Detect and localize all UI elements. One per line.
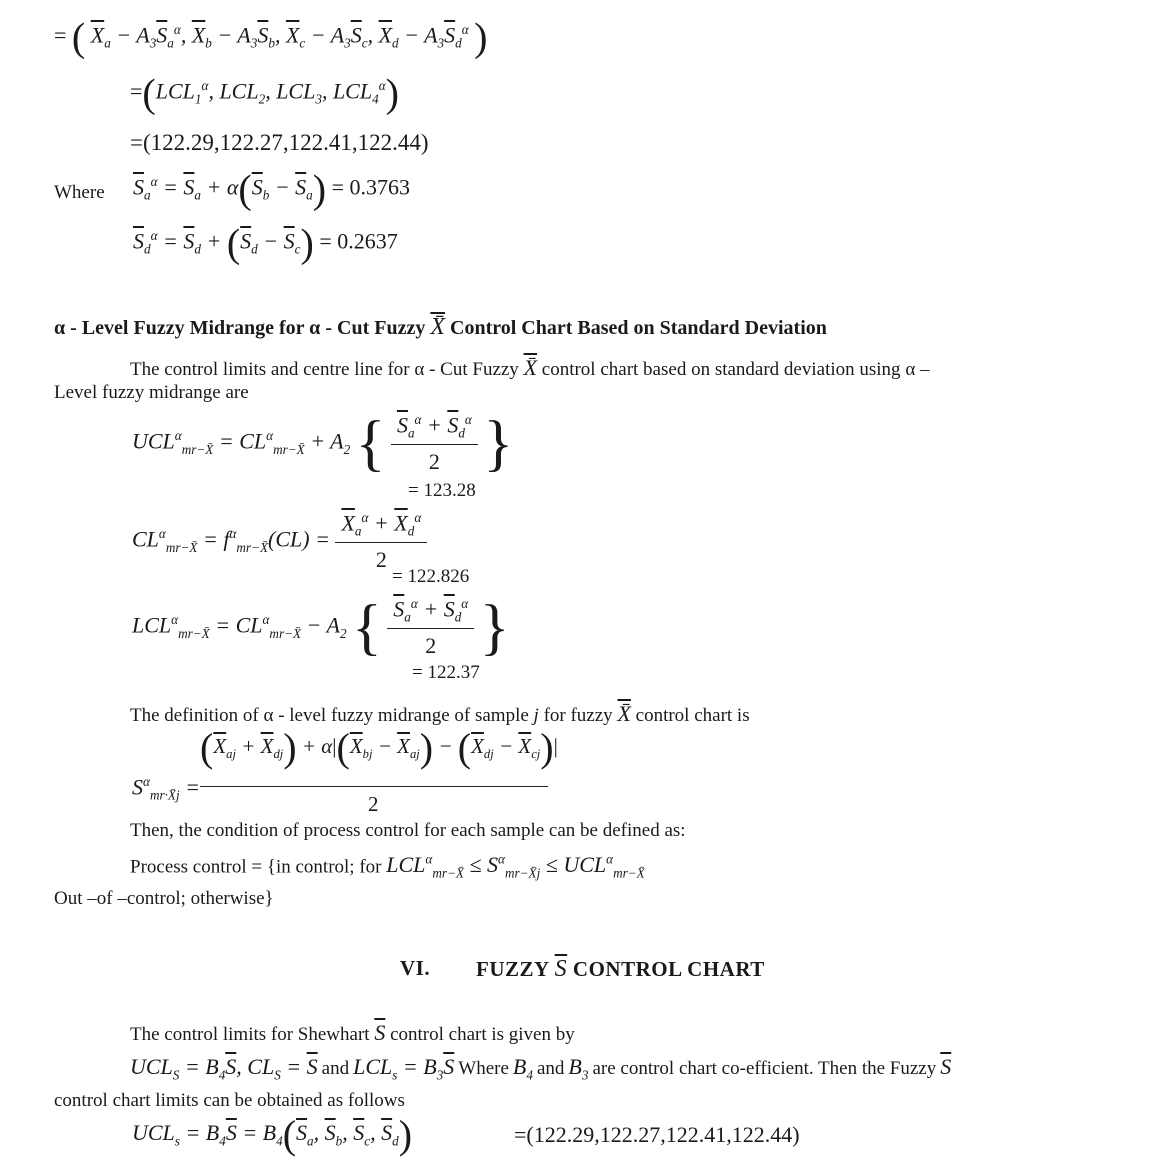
fraction-bar [200,786,548,787]
section-heading-alpha-level: α - Level Fuzzy Midrange for α - Cut Fuzzy X̄ Control Chart Based on Standard Deviation [54,314,827,340]
out-of-control-line: Out –of –control; otherwise} [54,888,274,909]
definition-sentence: The definition of α - level fuzzy midrange of sample j for fuzzy X̄ control chart is [130,701,750,726]
lcl-midrange-equation: $LCL^\alpha_{mr-X̄} = CL^\alpha_{mr-X̄} - A_2$ { $\frac{\overline{S}_a^\alpha + \overline{S}_d^\alpha}{2}$ } [132,593,510,662]
equation-line-3: =(122.29,122.27,122.41,122.44) [130,130,429,155]
ucl-s-values: =(122.29,122.27,122.41,122.44) [514,1122,800,1147]
lcl-value: = 122.37 [412,662,480,683]
condition-text: Then, the condition of process control for each sample can be defined as: [130,820,686,841]
ucl-midrange-equation: $UCL^\alpha_{mr-X̄} = CL^\alpha_{mr-X̄} + A_2$ { $\frac{\overline{S}_a^\alpha + \overline{S}_d^\alpha}{2}$ } [132,409,514,478]
fuzzy-limits-paragraph: control chart limits can be obtained as follows [54,1090,405,1111]
process-control-line: Process control = {in control; for $LCL^\alpha_{mr-X̄} \le S^\alpha_{mr-X̄j} \le UCL^\alpha_{mr-X̄}$ [130,852,645,881]
where-label: Where [54,182,105,203]
equals-sign: = [54,22,67,48]
equation-line-1: = ( $\overline{X}_a - A_3\overline{S}_a^\alpha$, $\overline{X}_b - A_3\overline{S}_b$, $\overline{X}_c - A_3\overline{S}_c$, $\overline{X}_d - A_3\overline{S}_d^\alpha$ ) [54,14,488,60]
ucl-s-equation: $UCL_s = B_4\overline{S} = B_4(\overline{S}_a$, $\overline{S}_b$, $\overline{S}_c$, $\overline{S}_d$) [132,1111,413,1157]
shewhart-paragraph: The control limits for Shewhart $\overline{S}$ control chart is given by [130,1020,575,1045]
midrange-s-symbol: $S^\alpha_{mr\cdot X̄j}$ = [132,774,200,803]
equation-line-2: $=(LCL_1^\alpha$, $LCL_2$, $LCL_3$, $LCL_4^\alpha$) [130,70,399,116]
sa-alpha-equation: $\overline{S}_a^\alpha = \overline{S}_a + \alpha(\overline{S}_b - \overline{S}_a) = 0.3763$ [133,166,411,212]
cl-midrange-equation: $CL^\alpha_{mr-X̄} = f^\alpha_{mr-X̄}(CL)$ = $\frac{\overline{X}_a^\alpha + \overline{X}_d^\alpha}{2}$ [132,510,427,573]
shewhart-limits-line: $UCL_S = B_4\overline{S}$, $CL_S = \overline{S}$ and $LCL_s = B_3\overline{S}$ Where $B_4$ and $B_3$ are control chart co-efficient. Then the Fuzzy $\overline{S}$ [130,1054,952,1083]
ucl-value: = 123.28 [408,480,476,501]
midrange-numerator: $(\overline{X}_{aj} + \overline{X}_{dj}) + \alpha|(\overline{X}_{bj} - \overline{X}_{aj}) - (\overline{X}_{dj} - \overline{X}_{cj})|$ [200,725,558,771]
section-title: FUZZY $\overline{S}$ CONTROL CHART [476,956,765,982]
alpha-paragraph-line-2: Level fuzzy midrange are [54,382,249,403]
section-number: VI. [400,956,431,980]
cl-value: = 122.826 [392,566,470,587]
midrange-denominator: 2 [368,792,379,816]
sd-alpha-equation: $\overline{S}_d^\alpha = \overline{S}_d + (\overline{S}_d - \overline{S}_c) = 0.2637$ [133,220,398,266]
alpha-paragraph-line-1: The control limits and centre line for α - Cut Fuzzy X̄ control chart based on standard deviation using α – [130,355,930,380]
